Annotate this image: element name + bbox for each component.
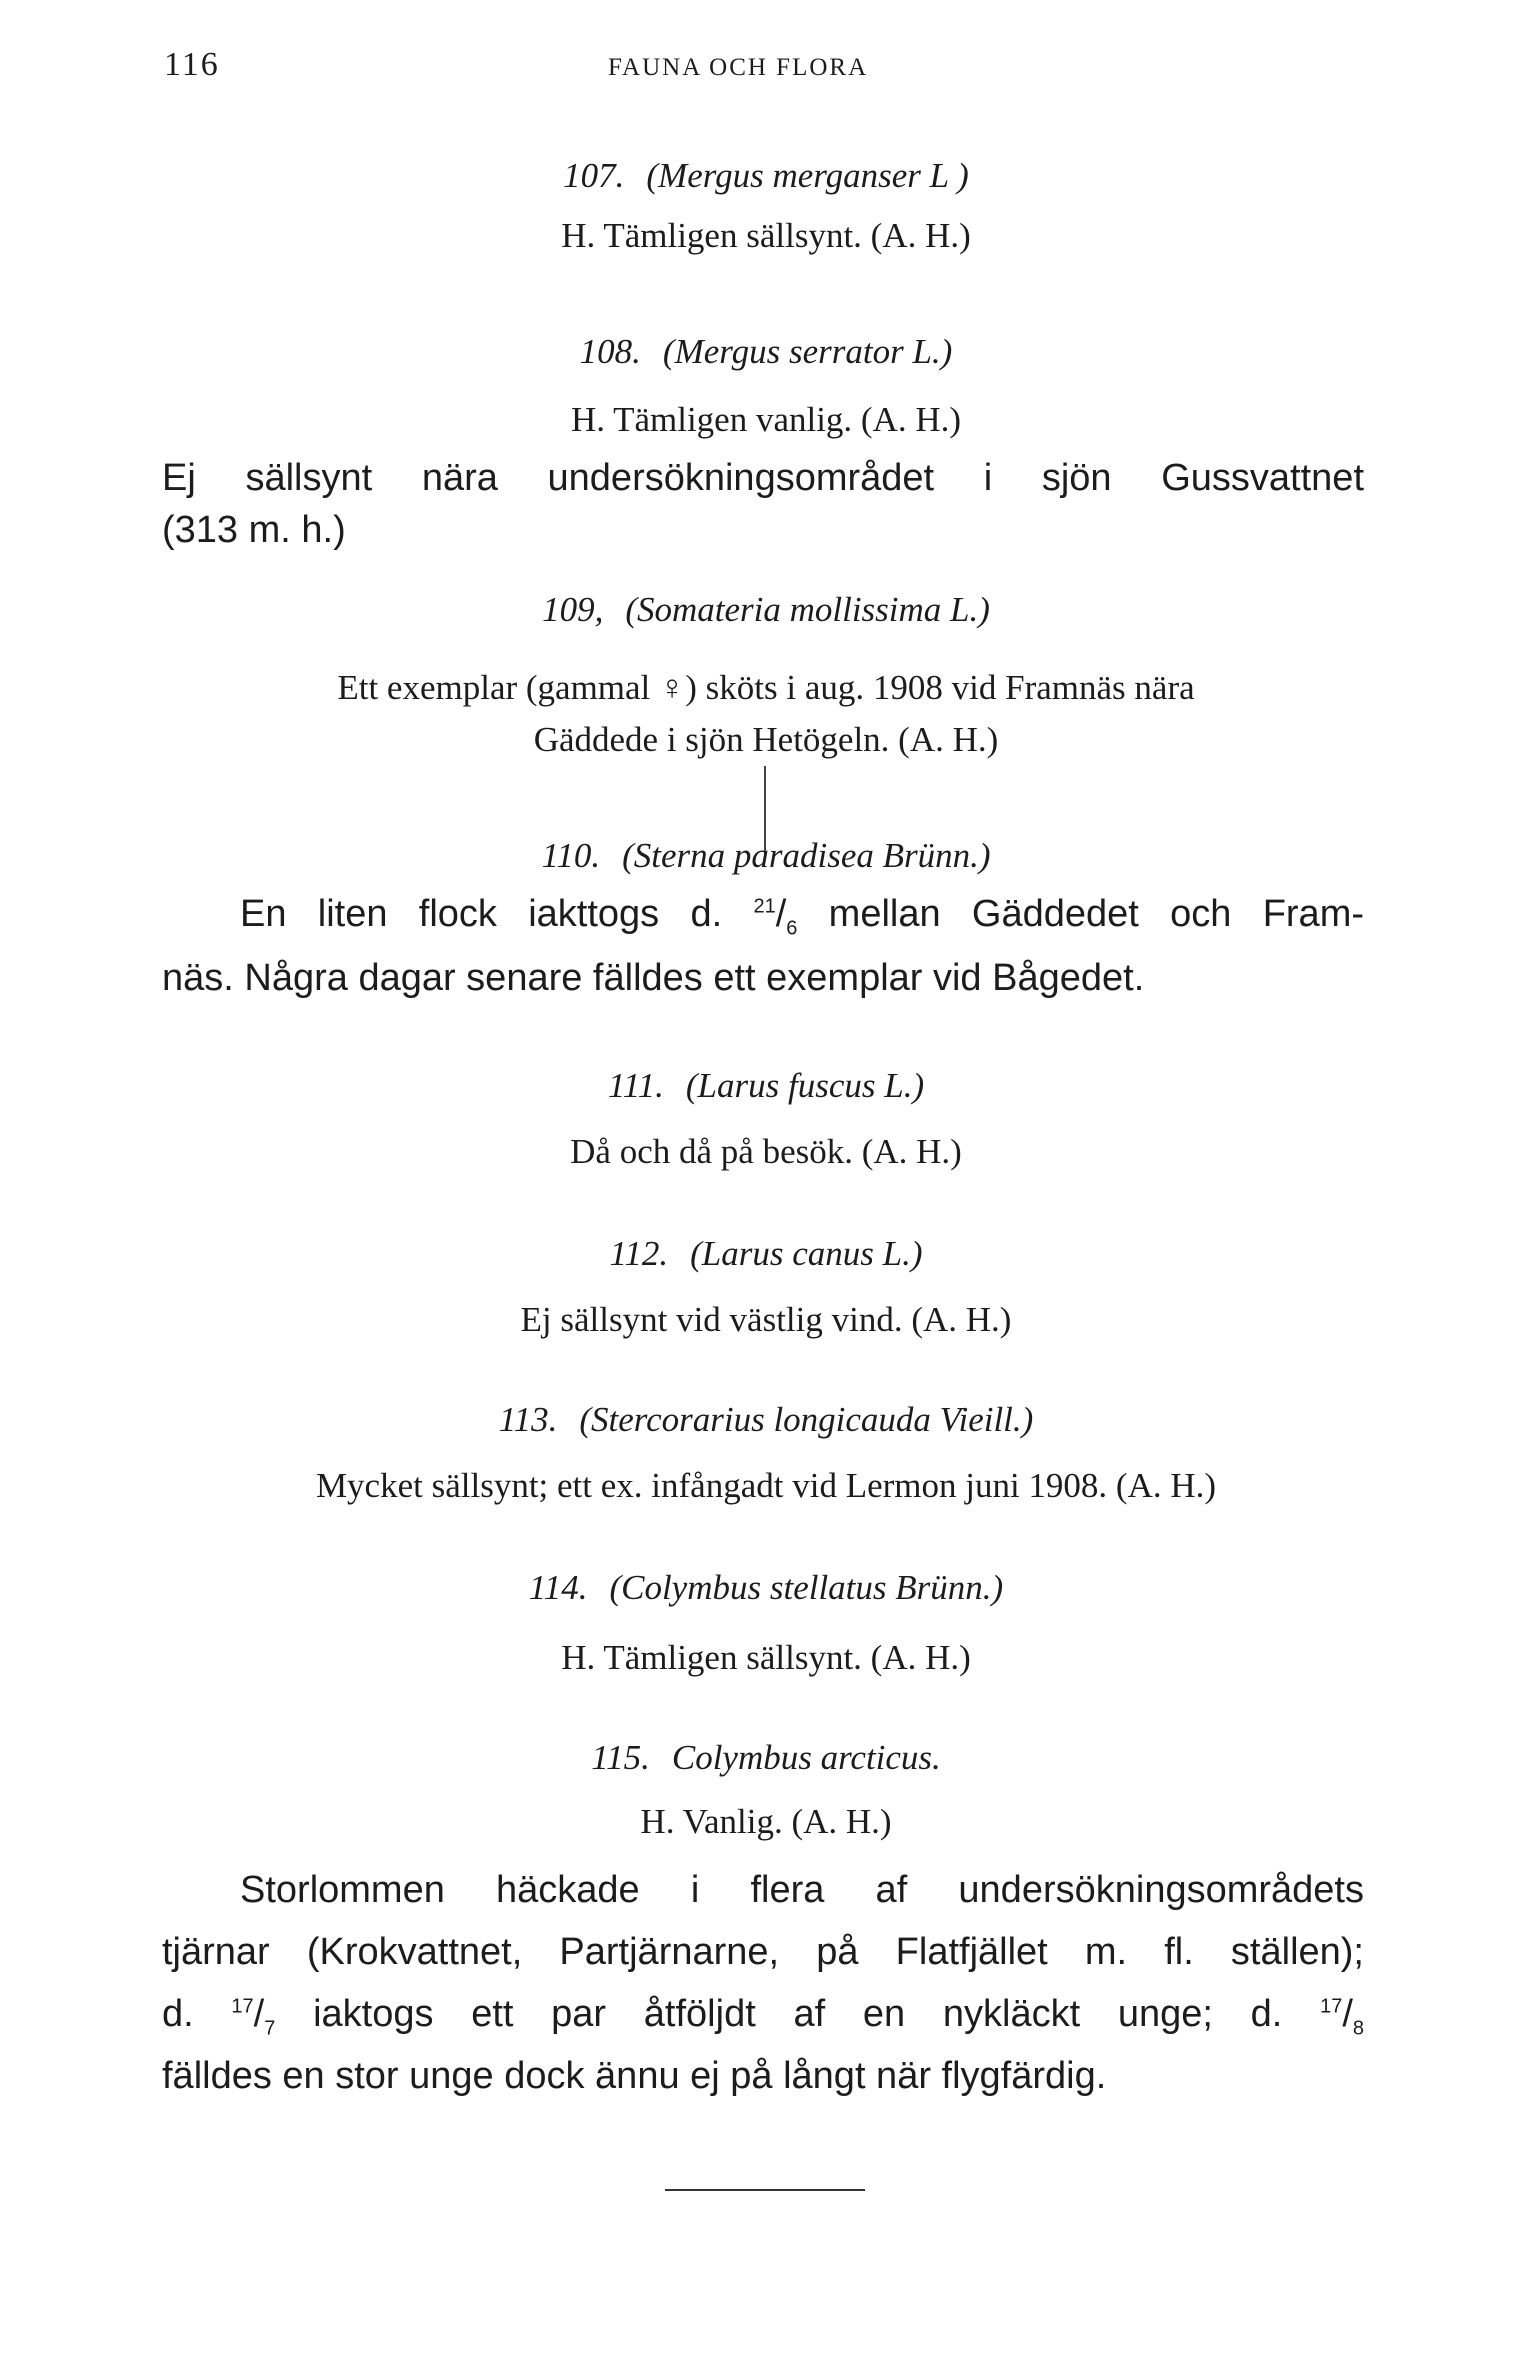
end-rule: [665, 2189, 865, 2191]
entry-114-heading: [0, 1566, 1532, 1610]
entry-108-note-line-1: Ej sällsynt nära undersökningsområdet i sjön Gussvattnet: [162, 457, 1364, 499]
entry-115-para-line-1: Storlommen häckade i flera af undersökningsområdets: [240, 1869, 1364, 1911]
entry-number: 108.: [579, 332, 641, 371]
entry-111-text: Då och då på besök. (A. H.): [570, 1132, 962, 1171]
species-name: Colymbus arcticus.: [671, 1738, 941, 1777]
entry-number: 107.: [563, 156, 625, 195]
entry-110-note-line-2: näs. Några dagar senare fälldes ett exemplar vid Bågedet.: [162, 957, 1145, 999]
entry-number: 112.: [609, 1234, 669, 1273]
entry-109-heading: [0, 588, 1532, 632]
entry-110-note-line-1: En liten flock iakttogs d. $^{21}/_6$ mellan Gäddedet och Fram-: [240, 893, 1365, 940]
entry-115-text: H. Vanlig. (A. H.): [640, 1802, 892, 1841]
entry-113-heading: [0, 1398, 1532, 1442]
species-name: (Larus fuscus L.): [685, 1066, 925, 1105]
entry-113-text: Mycket sällsynt; ett ex. infångadt vid Lermon juni 1908. (A. H.): [315, 1466, 1217, 1505]
entry-109-text-line-1: Ett exemplar (gammal ♀) sköts i aug. 1908 vid Framnäs nära: [337, 668, 1195, 707]
entry-number: 110.: [541, 836, 601, 875]
species-name: (Sterna paradisea Brünn.): [622, 836, 991, 875]
entry-112-heading: [0, 1232, 1532, 1276]
species-name: (Somateria mollissima L.): [625, 590, 990, 629]
entry-108-text: H. Tämligen vanlig. (A. H.): [570, 400, 962, 439]
species-name: (Mergus serrator L.): [662, 332, 953, 371]
page-number: 116: [164, 46, 220, 83]
entry-number: 109,: [542, 590, 604, 629]
species-name: (Colymbus stellatus Brünn.): [609, 1568, 1004, 1607]
page-header: [164, 46, 1364, 96]
species-name: (Mergus merganser L ): [646, 156, 969, 195]
entry-115-para-line-2: tjärnar (Krokvattnet, Partjärnarne, på Flatfjället m. fl. ställen);: [162, 1931, 1364, 1973]
entry-number: 113.: [498, 1400, 558, 1439]
species-name: (Stercorarius longicauda Vieill.): [579, 1400, 1034, 1439]
entry-114-text: H. Tämligen sällsynt. (A. H.): [561, 1638, 971, 1677]
entry-111-heading: [0, 1064, 1532, 1108]
entry-115-heading: [0, 1736, 1532, 1780]
entry-110-heading: [0, 834, 1532, 878]
entry-number: 115.: [591, 1738, 650, 1777]
entry-115-para-line-4: fälldes en stor unge dock ännu ej på långt när flygfärdig.: [162, 2055, 1107, 2097]
entry-112-text: Ej sällsynt vid västlig vind. (A. H.): [520, 1300, 1012, 1339]
entry-107-heading: [0, 154, 1532, 198]
entry-109-text-line-2: Gäddede i sjön Hetögeln. (A. H.): [533, 720, 999, 759]
species-name: (Larus canus L.): [690, 1234, 923, 1273]
entry-number: 111.: [607, 1066, 664, 1105]
entry-108-heading: [0, 330, 1532, 374]
entry-107-text: H. Tämligen sällsynt. (A. H.): [561, 216, 971, 255]
running-head: FAUNA OCH FLORA: [608, 54, 869, 81]
entry-108-note-line-2: (313 m. h.): [162, 509, 346, 551]
entry-number: 114.: [528, 1568, 588, 1607]
entry-115-para-line-3: d. $^{17}/_7$ iaktogs ett par åtföljdt af en nykläckt unge; d. $^{17}/_8$: [162, 1993, 1365, 2040]
